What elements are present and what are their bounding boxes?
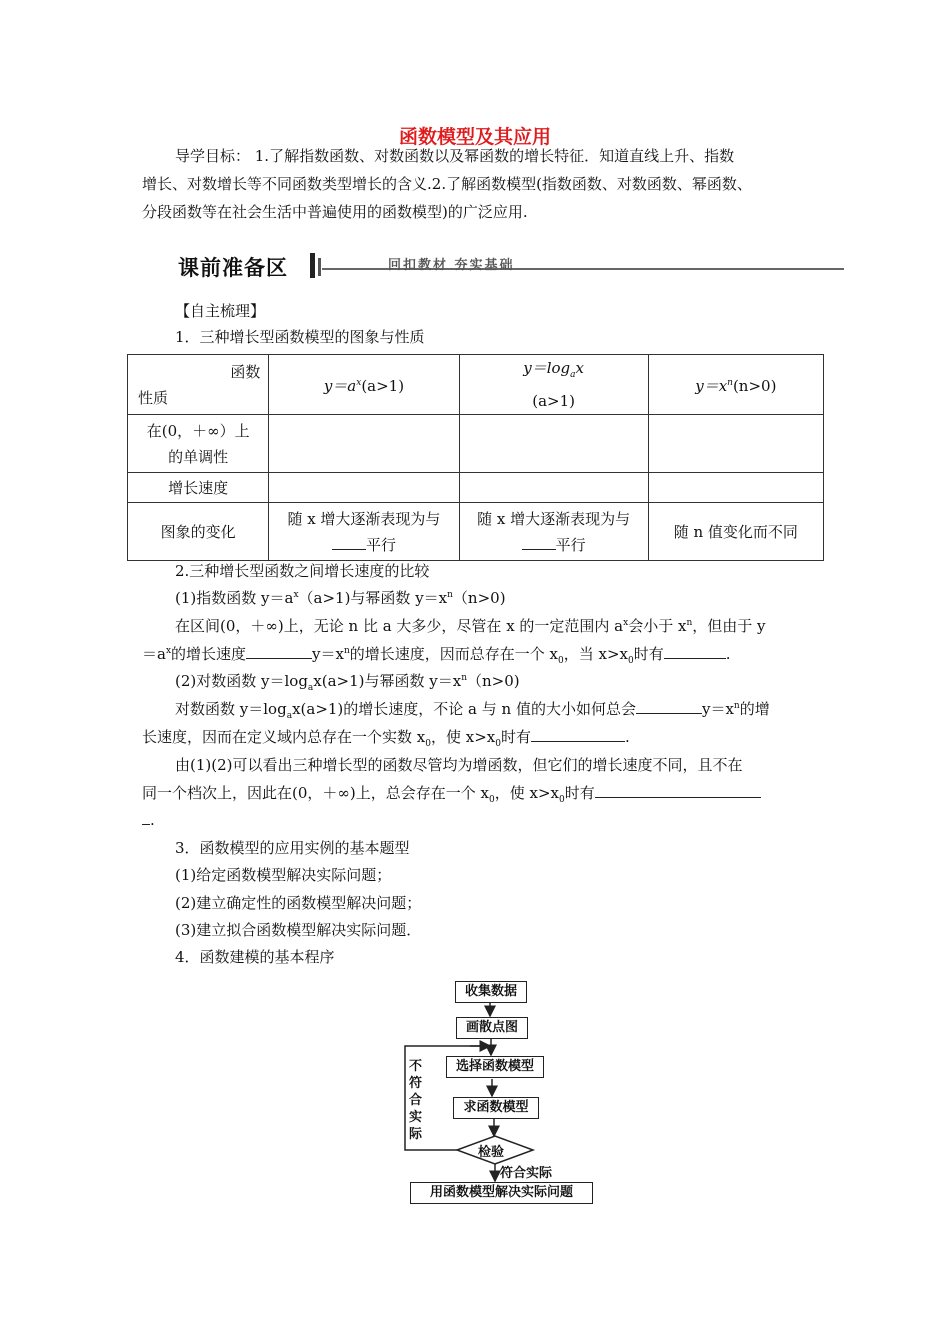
flow-scatter-plot: 画散点图	[456, 1017, 528, 1039]
header-exponential: $y=a^x(a>1)$	[269, 355, 459, 415]
table-cell: 随 x 增大逐渐表现为与 平行	[269, 503, 459, 561]
table-cell: 随 x 增大逐渐表现为与 平行	[459, 503, 648, 561]
row-growth-label: 增长速度	[128, 473, 269, 503]
p1-line-2: $=a^x$的增长速度 $y=x^n$的增长速度，因而总存在一个 $x_0$，当 $x>x_0$时有 .	[142, 645, 731, 666]
p1-heading: (1)指数函数 $y=a^x(a>1)$与幂函数 $y=x^n(n>0)$	[175, 589, 506, 607]
p2-line-1: 对数函数 $y=\log_ax(a>1)$的增长速度，不论 a 与 n 值的大小如何总会 $y=x^n$的增	[175, 700, 770, 721]
item-3-3: (3)建立拟合函数模型解决实际问题．	[175, 921, 422, 939]
section-banner-subtitle: 回扣教材 夯实基础	[388, 258, 515, 273]
item-2-heading: 2.三种增长型函数之间增长速度的比较	[175, 562, 430, 580]
flow-apply-model: 用函数模型解决实际问题	[410, 1182, 593, 1204]
p3-line-1: 由(1)(2)可以看出三种增长型的函数尽管均为增函数，但它们的增长速度不同，且不在	[175, 756, 743, 774]
p1-line-1: 在区间(0，＋∞)上，无论 n 比 a 大多少，尽管在 x 的一定范围内 $a^x$会小于 $x^n$，但由于 y	[175, 617, 766, 635]
flow-fit-label: 符合实际	[500, 1166, 553, 1181]
goal-line-1: 导学目标： 1.了解指数函数、对数函数以及幂函数的增长特征．知道直线上升、指数	[175, 147, 735, 165]
flow-choose-model: 选择函数模型	[446, 1056, 544, 1078]
flow-check: 检验	[478, 1145, 505, 1160]
corner-top-label: 函数	[230, 362, 261, 381]
header-power: $y=x^n(n>0)$	[648, 355, 823, 415]
corner-bottom-label: 性质	[138, 388, 169, 407]
header-logarithmic: $y=\log_ax$ (a>1)	[459, 355, 648, 415]
section-banner-title: 课前准备区	[178, 256, 288, 280]
section-label: 【自主梳理】	[175, 302, 266, 320]
row-graph-label: 图象的变化	[128, 503, 269, 561]
flow-notfit-label: 不 符 合 实 际	[409, 1059, 423, 1142]
p3-line-2: 同一个档次上，因此在(0，＋∞)上，总会存在一个 $x_0$，使 $x>x_0$时有	[142, 782, 761, 805]
flow-collect-data: 收集数据	[455, 981, 527, 1003]
p2-heading: (2)对数函数 $y=\log_ax(a>1)$与幂函数 $y=x^n(n>0)$	[175, 672, 520, 693]
item-4-heading: 4．函数建模的基本程序	[175, 948, 335, 966]
p2-line-2: 长速度，因而在定义域内总存在一个实数 $x_0$，使 $x>x_0$时有 .	[142, 728, 630, 749]
goal-line-3: 分段函数等在社会生活中普遍使用的函数模型)的广泛应用.	[142, 203, 528, 221]
item-3-1: (1)给定函数模型解决实际问题；	[175, 866, 392, 884]
item-3-2: (2)建立确定性的函数模型解决问题；	[175, 894, 422, 912]
p3-line-3: .	[142, 810, 155, 829]
table-cell: 随 n 值变化而不同	[648, 503, 823, 561]
flow-solve-model: 求函数模型	[453, 1097, 539, 1119]
item-3-heading: 3．函数模型的应用实例的基本题型	[175, 839, 410, 857]
page-title: 函数模型及其应用	[398, 126, 551, 148]
goal-line-2: 增长、对数增长等不同函数类型增长的含义.2.了解函数模型(指数函数、对数函数、幂函数、	[142, 175, 752, 193]
item-1-heading: 1．三种增长型函数模型的图象与性质	[175, 328, 425, 346]
row-monotonicity-label: 在(0，＋∞）上 的单调性	[128, 415, 269, 473]
